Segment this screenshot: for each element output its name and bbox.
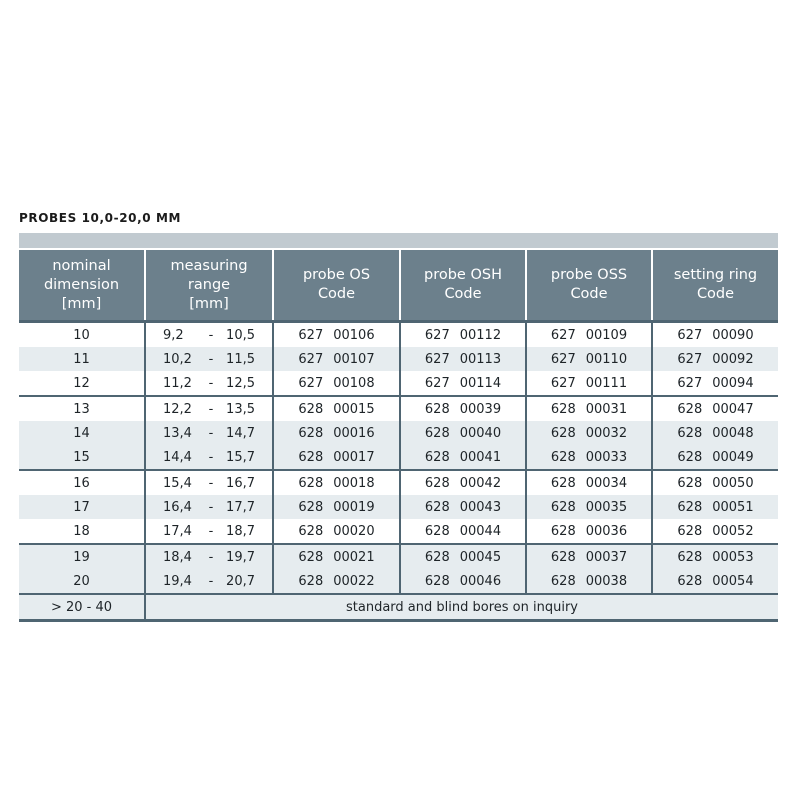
cell-code-ring [652,347,778,371]
header-line: Code [570,286,608,302]
range-from: 10,2 [163,351,192,367]
code-number: 00047 [712,401,754,417]
code-prefix: 627 [298,351,324,367]
cell-range [145,495,273,519]
code-prefix: 628 [298,425,324,441]
code-number: 00112 [459,327,502,343]
cell-code-os [273,371,400,396]
cell-nominal: 11 [19,347,145,371]
cell-range [145,371,273,396]
code-prefix: 627 [550,327,576,343]
cell-code-osh [400,495,526,519]
code-number: 00042 [459,475,502,491]
cell-code-oss [526,371,652,396]
table-row [19,569,778,594]
range-dash: - [208,449,214,465]
cell-code-osh [400,371,526,396]
cell-code-ring [652,495,778,519]
code-number: 00031 [585,401,628,417]
code-number: 00111 [585,375,628,391]
cell-range [145,470,273,495]
range-from: 16,4 [163,499,192,515]
code-number: 00110 [585,351,628,367]
code-number: 00032 [585,425,628,441]
range-from: 17,4 [163,523,192,539]
code-number: 00038 [585,573,628,589]
code-number: 00052 [712,523,754,539]
range-from: 19,4 [163,573,192,589]
range-to: 13,5 [226,401,255,417]
code-prefix: 628 [424,549,450,565]
code-number: 00019 [333,499,375,515]
code-number: 00106 [333,327,375,343]
cell-code-oss [526,519,652,544]
range-to: 16,7 [226,475,255,491]
cell-code-ring [652,445,778,470]
cell-code-ring [652,322,778,348]
code-prefix: 628 [550,499,576,515]
footer-row [19,594,778,621]
table-row [19,396,778,421]
range-dash: - [208,499,214,515]
header-line: nominal [52,257,111,274]
range-to: 15,7 [226,449,255,465]
header-line: measuring [170,257,248,274]
cell-code-oss [526,396,652,421]
header-line: probe OSS [550,267,628,283]
range-from: 14,4 [163,449,192,465]
code-prefix: 628 [677,449,703,465]
range-to: 17,7 [226,499,255,515]
cell-code-osh [400,470,526,495]
cell-code-os [273,396,400,421]
cell-code-oss [526,495,652,519]
cell-nominal: 12 [73,375,90,391]
range-from: 13,4 [163,425,192,441]
code-prefix: 628 [550,523,576,539]
cell-code-os [273,569,400,594]
code-number: 00037 [585,549,628,565]
code-number: 00033 [585,449,628,465]
code-prefix: 628 [298,499,324,515]
code-prefix: 628 [424,499,450,515]
cell-nominal: 14 [19,421,145,445]
range-dash: - [208,475,214,491]
range-from: 9,2 [163,327,184,343]
code-number: 00051 [712,499,754,515]
code-prefix: 628 [550,425,576,441]
range-to: 20,7 [226,573,255,589]
code-prefix: 628 [677,499,703,515]
cell-code-ring [652,519,778,544]
code-number: 00018 [333,475,375,491]
header-probe-os [273,250,400,322]
table-title: PROBES 10,0-20,0 MM [19,211,182,225]
cell-code-os [273,445,400,470]
cell-code-ring [652,371,778,396]
cell-nominal: 17 [19,495,145,519]
cell-code-os [273,544,400,569]
cell-range [145,322,273,348]
code-number: 00035 [585,499,628,515]
code-prefix: 628 [550,401,576,417]
cell-range [145,396,273,421]
code-prefix: 627 [677,375,703,391]
header-line: dimension [43,276,120,293]
code-number: 00043 [459,499,502,515]
range-to: 18,7 [226,523,255,539]
header-nominal-dimension [19,250,145,322]
code-number: 00020 [333,523,375,539]
code-prefix: 628 [550,449,576,465]
cell-code-oss [526,445,652,470]
range-dash: - [208,375,214,391]
code-number: 00094 [712,375,754,391]
code-prefix: 628 [550,549,576,565]
range-dash: - [208,401,214,417]
cell-code-os [273,421,400,445]
code-number: 00015 [333,401,375,417]
table-row [19,495,778,519]
cell-code-osh [400,544,526,569]
code-prefix: 628 [298,523,324,539]
code-number: 00017 [333,449,375,465]
header-line: probe OSH [424,267,502,283]
header-line: [mm] [189,295,229,312]
code-prefix: 628 [677,549,703,565]
code-prefix: 627 [677,351,703,367]
code-prefix: 628 [298,401,324,417]
cell-code-osh [400,322,526,348]
code-number: 00090 [712,327,754,343]
code-prefix: 628 [677,573,703,589]
header-line: Code [696,286,735,302]
cell-code-osh [400,519,526,544]
probes-table [19,250,778,622]
range-from: 12,2 [163,401,192,417]
cell-code-os [273,519,400,544]
code-number: 00046 [459,573,502,589]
range-to: 19,7 [226,549,255,565]
cell-nominal: 15 [19,445,145,470]
range-to: 12,5 [226,375,255,391]
code-number: 00016 [333,425,375,441]
cell-code-ring [652,396,778,421]
code-number: 00040 [459,425,502,441]
header-setting-ring [652,250,778,322]
range-dash: - [208,573,214,589]
cell-code-oss [526,421,652,445]
range-from: 11,2 [163,375,192,391]
table-row [19,470,778,495]
cell-range [145,544,273,569]
cell-code-osh [400,347,526,371]
inquiry-note: standard and blind bores on inquiry [145,594,778,621]
code-prefix: 627 [424,375,450,391]
code-number: 00021 [333,549,375,565]
cell-code-osh [400,421,526,445]
code-number: 00114 [459,375,502,391]
cell-code-osh [400,569,526,594]
table-row [19,322,778,348]
range-dash: - [208,523,214,539]
cell-code-osh [400,396,526,421]
code-prefix: 628 [550,475,576,491]
cell-nominal: 10 [19,322,145,348]
range-to: 14,7 [226,425,255,441]
code-prefix: 628 [424,449,450,465]
cell-code-osh [400,445,526,470]
code-number: 00113 [459,351,502,367]
code-prefix: 628 [298,573,324,589]
range-dash: - [208,327,214,343]
code-prefix: 628 [424,425,450,441]
code-prefix: 627 [550,351,576,367]
code-number: 00036 [585,523,628,539]
code-prefix: 628 [298,449,324,465]
cell-nominal: 18 [73,523,90,539]
table-row [19,421,778,445]
cell-range [145,347,273,371]
cell-code-oss [526,569,652,594]
range-from: 18,4 [163,549,192,565]
code-number: 00092 [712,351,754,367]
code-prefix: 627 [298,375,324,391]
code-number: 00034 [585,475,628,491]
code-prefix: 627 [298,327,324,343]
table-body [19,322,778,621]
cell-code-os [273,495,400,519]
code-prefix: 628 [550,573,576,589]
range-to: 11,5 [226,351,255,367]
cell-nominal: 20 [19,569,145,594]
table-row [19,519,778,544]
code-number: 00022 [333,573,375,589]
table-row [19,347,778,371]
code-prefix: 627 [424,351,450,367]
range-dash: - [208,549,214,565]
cell-nominal: 16 [19,470,145,495]
code-prefix: 628 [677,401,703,417]
code-number: 00049 [712,449,754,465]
code-number: 00039 [459,401,502,417]
header-line: setting ring [673,267,758,283]
range-to: 10,5 [226,327,255,343]
code-number: 00050 [712,475,754,491]
code-prefix: 628 [424,401,450,417]
code-prefix: 628 [677,425,703,441]
header-line: Code [444,286,482,302]
cell-code-os [273,347,400,371]
cell-nominal-over: > 20 - 40 [19,594,145,621]
cell-range [145,519,273,544]
header-row [19,250,778,322]
code-prefix: 627 [424,327,450,343]
range-dash: - [208,425,214,441]
cell-code-oss [526,322,652,348]
code-prefix: 628 [424,523,450,539]
cell-code-oss [526,470,652,495]
header-line: probe OS [302,267,371,283]
cell-code-ring [652,421,778,445]
code-number: 00041 [459,449,502,465]
cell-code-os [273,322,400,348]
range-dash: - [208,351,214,367]
header-probe-osh [400,250,526,322]
range-from: 15,4 [163,475,192,491]
header-probe-oss [526,250,652,322]
cell-nominal: 13 [19,396,145,421]
cell-code-ring [652,470,778,495]
header-line: Code [317,286,356,302]
code-prefix: 628 [298,475,324,491]
cell-range [145,421,273,445]
code-prefix: 627 [550,375,576,391]
code-prefix: 628 [424,475,450,491]
title-bar-divider [19,233,778,248]
cell-code-ring [652,544,778,569]
code-prefix: 628 [298,549,324,565]
cell-range [145,445,273,470]
code-number: 00107 [333,351,375,367]
cell-nominal: 19 [19,544,145,569]
cell-code-oss [526,544,652,569]
header-measuring-range [145,250,273,322]
code-prefix: 628 [424,573,450,589]
cell-code-ring [652,569,778,594]
code-number: 00109 [585,327,628,343]
cell-range [145,569,273,594]
table-row [19,544,778,569]
cell-code-oss [526,347,652,371]
cell-code-os [273,470,400,495]
code-number: 00054 [712,573,754,589]
code-prefix: 628 [677,475,703,491]
code-number: 00108 [333,375,375,391]
code-number: 00045 [459,549,502,565]
code-prefix: 628 [677,523,703,539]
code-number: 00044 [459,523,502,539]
code-number: 00053 [712,549,754,565]
header-line: range [187,276,231,293]
header-line: [mm] [61,295,102,312]
code-prefix: 627 [677,327,703,343]
table-row [19,445,778,470]
table-row [19,371,778,396]
code-number: 00048 [712,425,754,441]
